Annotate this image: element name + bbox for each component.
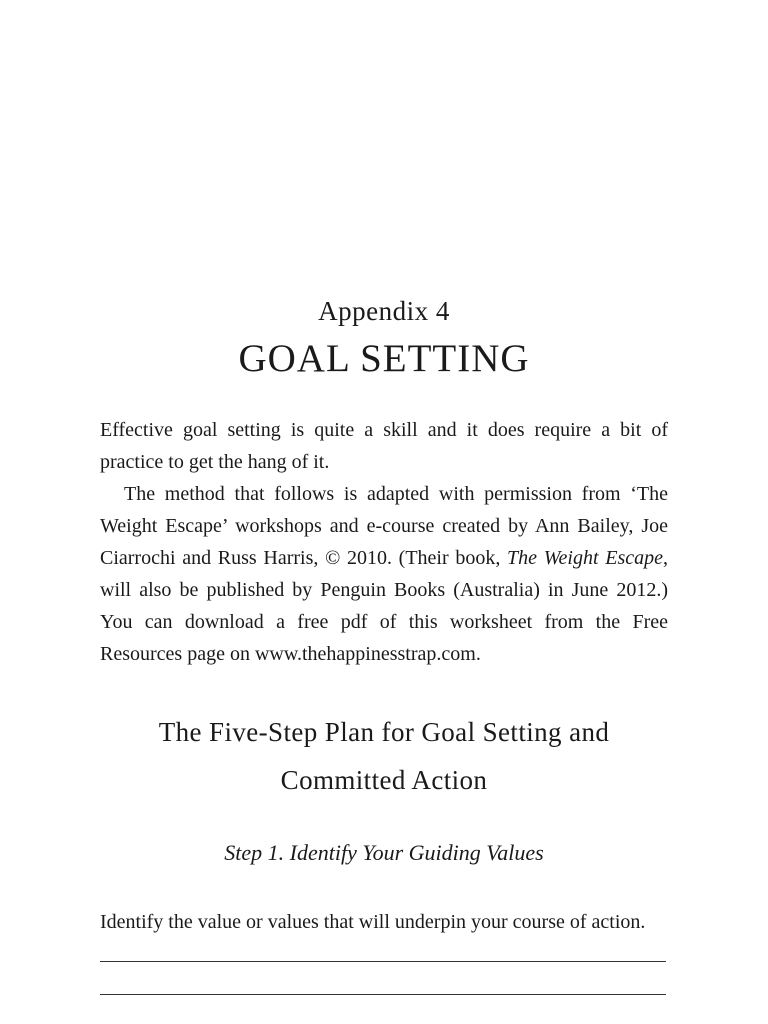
appendix-label: Appendix 4 (318, 296, 450, 326)
step-1-instruction: Identify the value or values that will underpin your course of action. (100, 911, 646, 933)
book-title: The Weight Escape (507, 547, 663, 569)
section-heading-line-1: The Five-Step Plan for Goal Setting and (158, 717, 610, 747)
answer-line-1 (100, 961, 666, 962)
intro-paragraph-1: Effective goal setting is quite a skill and it does require a bit of practice to get the hang of it. (100, 419, 668, 473)
section-heading-line-2: Committed Action (280, 765, 488, 795)
intro-paragraph-2 (100, 478, 668, 670)
intro-paragraph-2-end: , will also be published by Penguin Books (Australia) in June 2012.) You can download a free pdf of this worksheet from the Free Resources page on www.thehappinesstrap.com. (100, 547, 668, 665)
intro-text (100, 414, 668, 670)
chapter-title: GOAL SETTING (238, 337, 530, 380)
step-1-heading: Step 1. Identify Your Guiding Values (224, 840, 544, 865)
answer-line-2 (100, 994, 666, 995)
section-heading (0, 708, 768, 804)
intro-paragraph-2-start: The method that follows is adapted with permission from ‘The Weight Escape’ workshops and e-course created by Ann Bailey, Joe Ciarrochi and Russ Harris, © 2010. (Their book, (100, 483, 668, 569)
